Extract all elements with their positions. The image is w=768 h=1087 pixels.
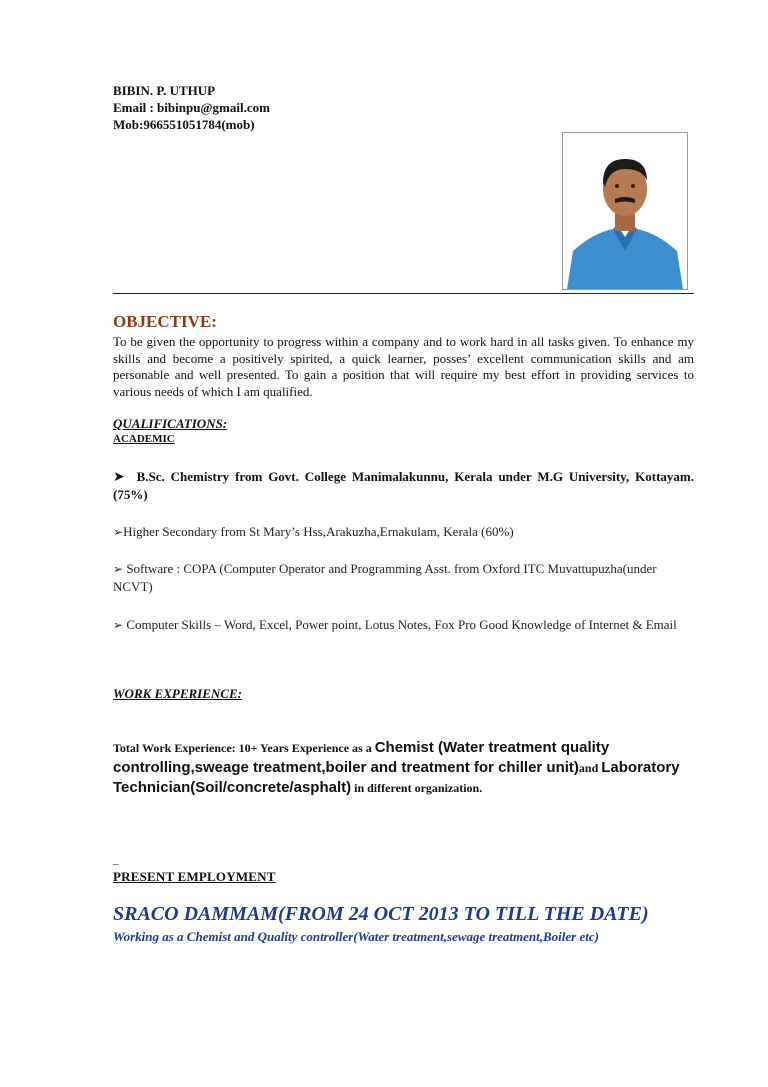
candidate-name: BIBIN. P. UTHUP bbox=[113, 83, 216, 98]
list-item-text: Software : COPA (Computer Operator and Programming Asst. from Oxford ITC Muvattupuzha(under NCVT) bbox=[113, 561, 657, 594]
total-experience-part: Total Work Experience: 10+ Years Experience as a bbox=[113, 741, 375, 755]
profile-photo bbox=[562, 132, 688, 290]
list-item bbox=[113, 523, 694, 541]
academic-subheading: ACADEMIC bbox=[113, 433, 175, 445]
stray-dash: _ bbox=[113, 854, 119, 866]
list-item-text: Computer Skills – Word, Excel, Power point, Lotus Notes, Fox Pro Good Knowledge of Internet & Email bbox=[126, 617, 677, 632]
arrow-bullet-icon: ➢ bbox=[113, 618, 124, 632]
list-item bbox=[113, 616, 694, 634]
mobile-line: Mob:966551051784(mob) bbox=[113, 117, 255, 132]
qualifications-heading: QUALIFICATIONS: bbox=[113, 416, 228, 431]
arrow-bullet-icon: ➤ bbox=[113, 469, 125, 485]
chemist-role-text: Chemist (Water treatment quality controlling,sweage treatment,boiler and treatment for chiller unit) bbox=[113, 739, 610, 776]
email-line: Email : bibinpu@gmail.com bbox=[113, 100, 270, 115]
lab-technician-text: Laboratory Technician(Soil/concrete/asphalt) bbox=[113, 759, 680, 796]
objective-text: To be given the opportunity to progress within a company and to work hard in all tasks given. To enhance my skills and become a positively spirited, a quick learner, posses’ excellent communication skills and am personable and well presented. To gain a position that will require my best effort in providing services to various needs of which I am qualified. bbox=[113, 334, 694, 399]
employer-title: SRACO DAMMAM(FROM 24 OCT 2013 TO TILL THE DATE) bbox=[113, 903, 649, 925]
total-experience-part: and bbox=[578, 761, 602, 775]
current-role-text: Working as a Chemist and Quality controller(Water treatment,sewage treatment,Boiler etc) bbox=[113, 929, 599, 944]
degree-item bbox=[113, 468, 694, 504]
total-experience-text bbox=[113, 738, 694, 798]
degree-text: B.Sc. Chemistry from Govt. College Manimalakunnu, Kerala under M.G University, Kottayam.(75%) bbox=[113, 469, 694, 502]
contact-header bbox=[113, 82, 270, 133]
arrow-bullet-icon: ➢ bbox=[113, 525, 124, 539]
work-experience-heading: WORK EXPERIENCE: bbox=[113, 686, 242, 701]
total-experience-part: in different organization. bbox=[351, 781, 483, 795]
list-item-text: Higher Secondary from St Mary’s Hss,Arakuzha,Ernakulam, Kerala (60%) bbox=[123, 524, 514, 539]
header-divider bbox=[113, 293, 694, 294]
person-portrait-icon bbox=[563, 133, 687, 289]
arrow-bullet-icon: ➢ bbox=[113, 562, 124, 576]
present-employment-heading: PRESENT EMPLOYMENT bbox=[113, 869, 276, 884]
list-item bbox=[113, 560, 694, 596]
objective-heading: OBJECTIVE: bbox=[113, 312, 217, 331]
